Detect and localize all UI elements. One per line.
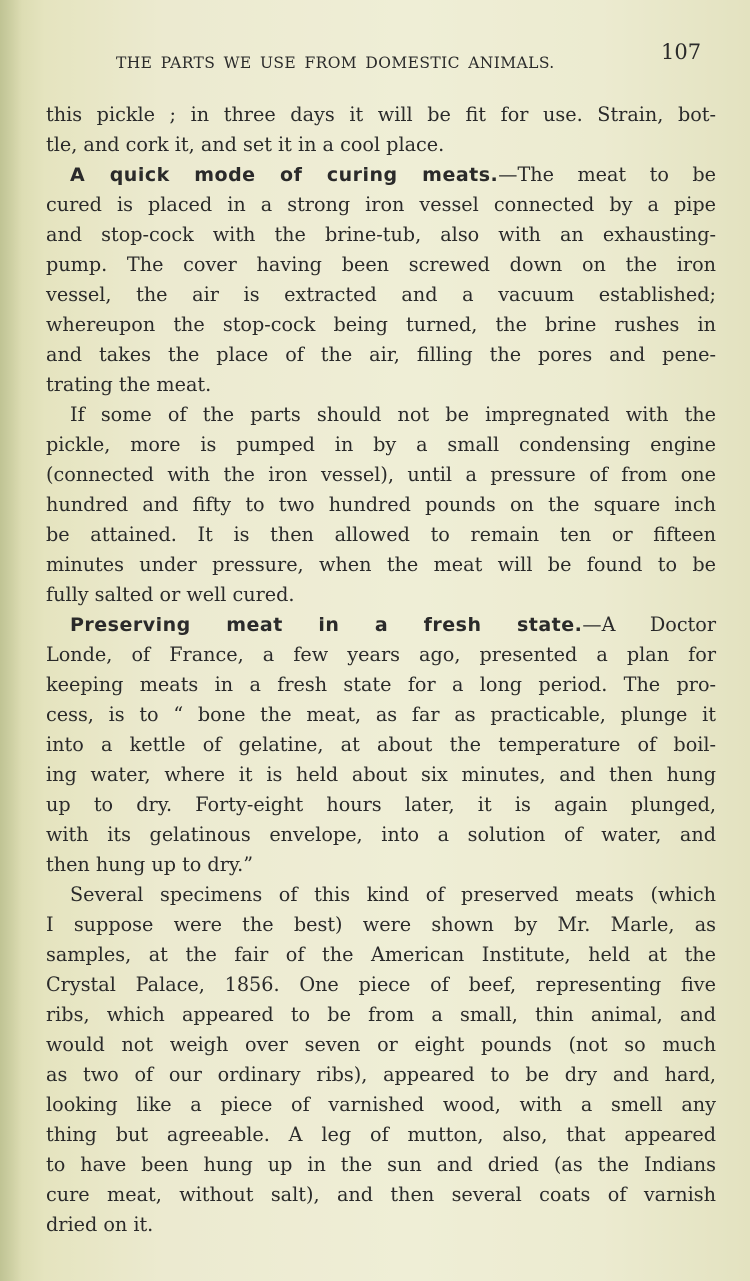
text-line: this pickle ; in three days it will be fit for use. Strain, bot- [46,103,716,126]
running-title: THE PARTS WE USE FROM DOMESTIC ANIMALS. [116,54,555,72]
text-line: would not weigh over seven or eight pounds (not so much [46,1033,716,1056]
text-line: ing water, where it is held about six minutes, and then hung [46,763,716,786]
body-text [46,100,716,1240]
text-line: and stop-cock with the brine-tub, also with an exhausting- [46,223,716,246]
text-line: pickle, more is pumped in by a small condensing engine [46,433,716,456]
text-line: and takes the place of the air, filling the pores and pene- [46,343,716,366]
page-number: 107 [661,40,702,64]
text-line: cure meat, without salt), and then several coats of varnish [46,1183,716,1206]
text-line: into a kettle of gelatine, at about the temperature of boil- [46,733,716,756]
text-line: vessel, the air is extracted and a vacuum established; [46,283,716,306]
text-line: pump. The cover having been screwed down on the iron [46,253,716,276]
text-line: as two of our ordinary ribs), appeared to be dry and hard, [46,1063,716,1086]
text-line: samples, at the fair of the American Institute, held at the [46,943,716,966]
text-run: —The meat to be [498,163,716,186]
text-line: If some of the parts should not be impregnated with the [70,403,716,426]
text-line: Londe, of France, a few years ago, presented a plan for [46,643,716,666]
paragraph [46,160,716,400]
text-line: trating the meat. [46,373,212,396]
text-line: thing but agreeable. A leg of mutton, also, that appeared [46,1123,716,1146]
paragraph [46,100,716,160]
text-line: looking like a piece of varnished wood, with a smell any [46,1093,716,1116]
text-line: with its gelatinous envelope, into a solution of water, and [46,823,716,846]
text-line [46,160,716,190]
text-line [46,610,716,640]
text-line: keeping meats in a fresh state for a long period. The pro- [46,673,716,696]
text-line: cess, is to “ bone the meat, as far as practicable, plunge it [46,703,716,726]
text-line: Several specimens of this kind of preserved meats (which [70,883,716,906]
text-line: tle, and cork it, and set it in a cool place. [46,133,445,156]
text-line: whereupon the stop-cock being turned, the brine rushes in [46,313,716,336]
section-heading: Preserving meat in a fresh state. [70,614,583,636]
paragraph [46,400,716,610]
text-run: —A Doctor [582,613,716,636]
text-line: dried on it. [46,1213,154,1236]
text-line: (connected with the iron vessel), until a pressure of from one [46,463,716,486]
text-line: fully salted or well cured. [46,583,295,606]
text-line: cured is placed in a strong iron vessel connected by a pipe [46,193,716,216]
text-line: I suppose were the best) were shown by Mr. Marle, as [46,913,716,936]
text-line: Crystal Palace, 1856. One piece of beef, representing five [46,973,716,996]
text-line: then hung up to dry.” [46,853,254,876]
paragraph [46,880,716,1240]
section-heading: A quick mode of curing meats. [70,164,499,186]
page-gutter-shade [0,0,22,1281]
paragraph [46,610,716,880]
text-line: minutes under pressure, when the meat will be found to be [46,553,716,576]
text-line: hundred and fifty to two hundred pounds on the square inch [46,493,716,516]
text-line: to have been hung up in the sun and dried (as the Indians [46,1153,716,1176]
text-line: ribs, which appeared to be from a small, thin animal, and [46,1003,716,1026]
text-line: be attained. It is then allowed to remain ten or fifteen [46,523,716,546]
text-line: up to dry. Forty-eight hours later, it is again plunged, [46,793,716,816]
